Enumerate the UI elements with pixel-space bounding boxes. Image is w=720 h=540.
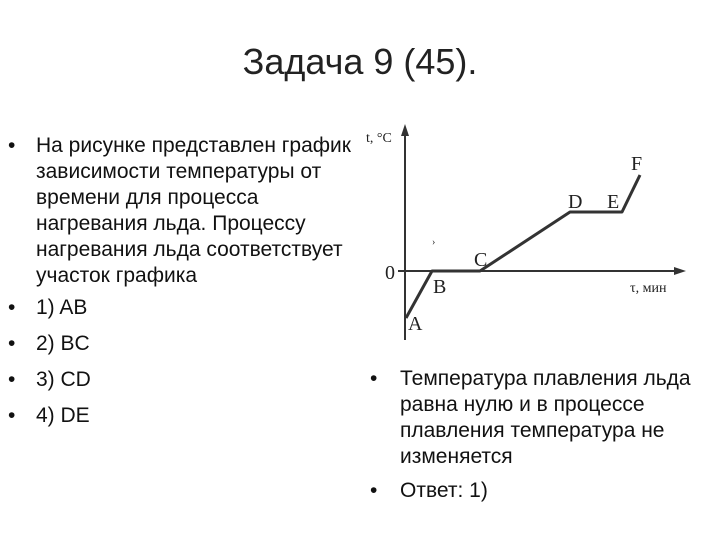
option-3: • 3) CD — [0, 367, 360, 393]
explanation-list — [360, 366, 720, 512]
x-axis-label: τ, мин — [630, 281, 667, 296]
zero-label: 0 — [385, 262, 395, 284]
point-label-f: F — [631, 153, 643, 175]
temperature-time-graph — [360, 120, 700, 350]
point-label-d: D — [568, 191, 583, 213]
point-label-e: E — [607, 191, 620, 213]
option-2: • 2) BC — [0, 331, 360, 357]
scan-mark: › — [432, 237, 436, 248]
point-label-b: B — [433, 276, 447, 298]
option-4: • 4) DE — [0, 403, 360, 429]
y-axis-label: t, °C — [366, 131, 392, 146]
question-text: • На рисунке представлен график зависимости температуры от времени для процесса нагревания льда. Процессу нагревания льда соответствует участок графика — [0, 133, 360, 289]
explanation-text: • Температура плавления льда равна нулю и в процессе плавления температура не изменяется — [360, 366, 720, 470]
x-axis-arrow — [674, 267, 686, 275]
point-label-a: A — [408, 313, 423, 335]
point-label-c: C — [474, 249, 488, 271]
slide-title: Задача 9 (45). — [242, 41, 478, 82]
answer-text: • Ответ: 1) — [360, 478, 720, 504]
y-axis-arrow — [401, 124, 409, 136]
question-list — [0, 133, 360, 439]
option-1: • 1) AB — [0, 295, 360, 321]
